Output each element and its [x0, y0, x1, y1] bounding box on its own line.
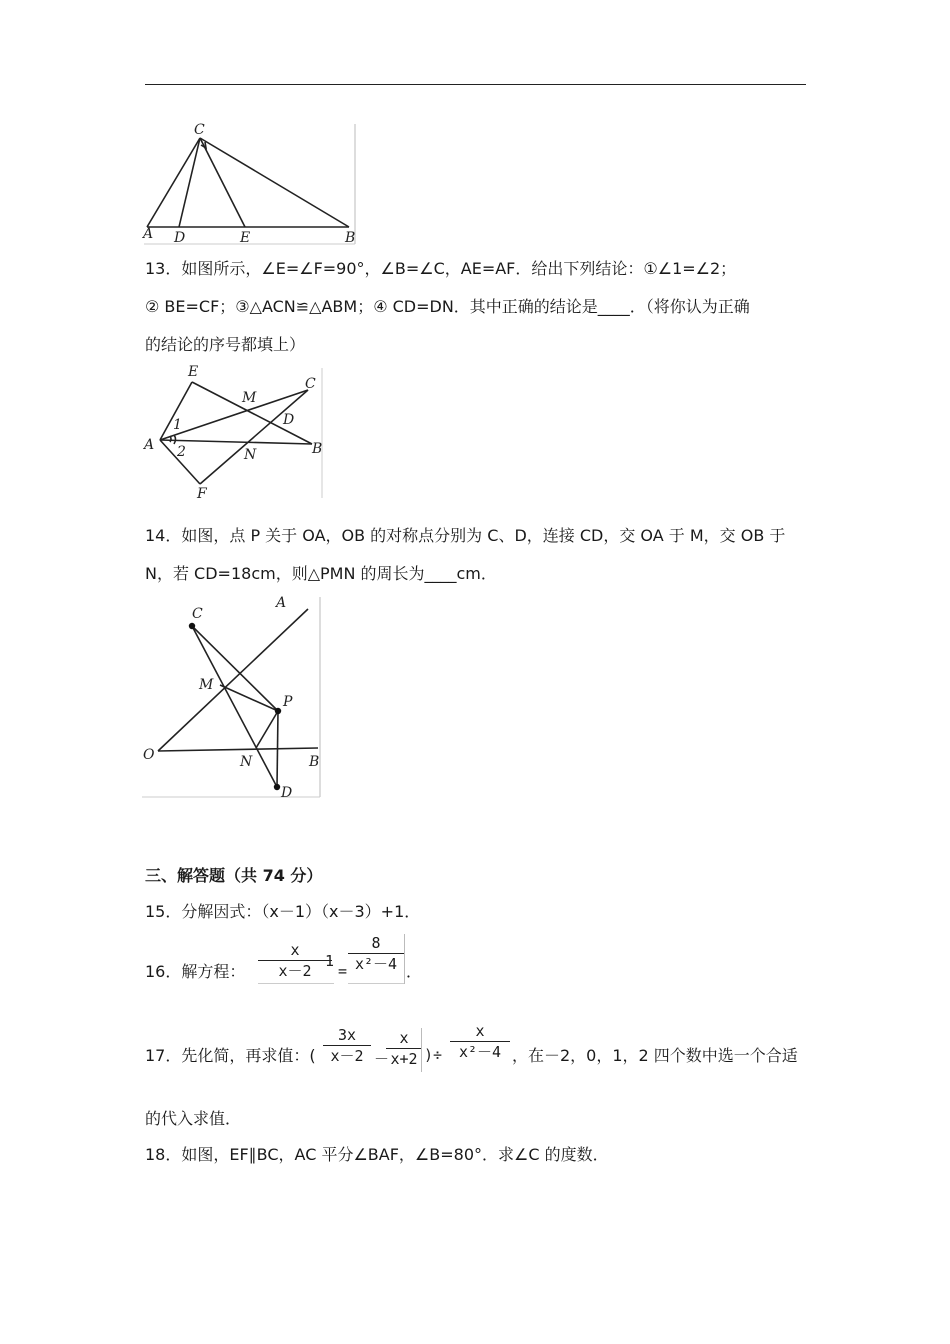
q16-period: ．: [406, 962, 423, 981]
q13-line2: ② BE=CF；③△ACN≌△ABM；④ CD=DN．其中正确的结论是____．（将你认为正确: [145, 297, 750, 316]
q17-line2: 的代入求值．: [145, 1109, 242, 1128]
label-b: B: [309, 754, 320, 770]
q17-f3-denominator: x²－4: [458, 1043, 502, 1061]
q16-prefix: 16．解方程：: [145, 962, 246, 981]
label-a: A: [143, 226, 154, 242]
figure-q12: [142, 120, 362, 248]
q14-line2: N，若 CD=18cm，则△PMN 的周长为____cm．: [145, 564, 497, 583]
q17-f1-denominator: x－2: [330, 1047, 364, 1065]
label-angle-1: 1: [173, 417, 182, 433]
q17-f1-numerator: 3x: [337, 1026, 357, 1044]
figure-q14: [140, 593, 330, 803]
q16-f2-denominator: x²－4: [354, 955, 398, 973]
label-b: B: [312, 441, 323, 457]
q16-f1-denominator: x－2: [278, 962, 312, 980]
q18-text: 18．如图，EF∥BC，AC 平分∠BAF，∠B=80°．求∠C 的度数．: [145, 1145, 609, 1164]
label-e: E: [240, 230, 251, 246]
label-m: M: [199, 677, 214, 693]
q16-minus-one: －1: [310, 952, 335, 970]
q17-fraction-1: [323, 1026, 371, 1065]
q16-equals: =: [338, 962, 348, 980]
label-o: O: [143, 747, 155, 763]
label-c: C: [192, 606, 203, 622]
figure-q13: [140, 362, 330, 502]
q17-f2-denominator: x+2: [390, 1050, 418, 1068]
label-n: N: [240, 754, 253, 770]
label-d: D: [174, 230, 186, 246]
label-n: N: [244, 447, 257, 463]
q17-fraction-2: [386, 1029, 422, 1068]
label-e: E: [188, 364, 199, 380]
q16-f2-numerator: 8: [371, 934, 381, 952]
label-a: A: [276, 595, 287, 611]
label-d: D: [283, 412, 295, 428]
q17-suffix: ，在－2，0，1，2 四个数中选一个合适: [512, 1046, 798, 1065]
q17-f3-numerator: x: [475, 1022, 485, 1040]
q17-minus: －: [374, 1050, 390, 1068]
label-m: M: [242, 390, 257, 406]
q16-f1-numerator: x: [290, 941, 300, 959]
section-title: 三、解答题（共 74 分）: [145, 866, 323, 885]
q17-divide: )÷: [424, 1046, 443, 1064]
q17-f2-numerator: x: [399, 1029, 409, 1047]
label-d: D: [281, 785, 293, 801]
header-rule: [145, 84, 806, 85]
q13-line3: 的结论的序号都填上）: [145, 335, 306, 354]
q13-line1: 13．如图所示，∠E=∠F=90°，∠B=∠C，AE=AF．给出下列结论：①∠1=∠2；: [145, 259, 737, 278]
label-a: A: [144, 437, 155, 453]
label-angle-2: 2: [177, 444, 186, 460]
label-c: C: [305, 376, 316, 392]
q15-text: 15．分解因式：（x－1）（x－3）+1．: [145, 902, 421, 921]
label-b: B: [345, 230, 356, 246]
label-p: P: [283, 694, 293, 710]
label-f: F: [197, 486, 207, 502]
q14-line1: 14．如图，点 P 关于 OA，OB 的对称点分别为 C、D，连接 CD，交 OA 于 M，交 OB 于: [145, 526, 786, 545]
q16-fraction-2: [348, 934, 404, 973]
q17-fraction-3: [450, 1022, 510, 1061]
label-c: C: [194, 122, 205, 138]
q17-prefix: 17．先化简，再求值：(: [145, 1046, 316, 1065]
